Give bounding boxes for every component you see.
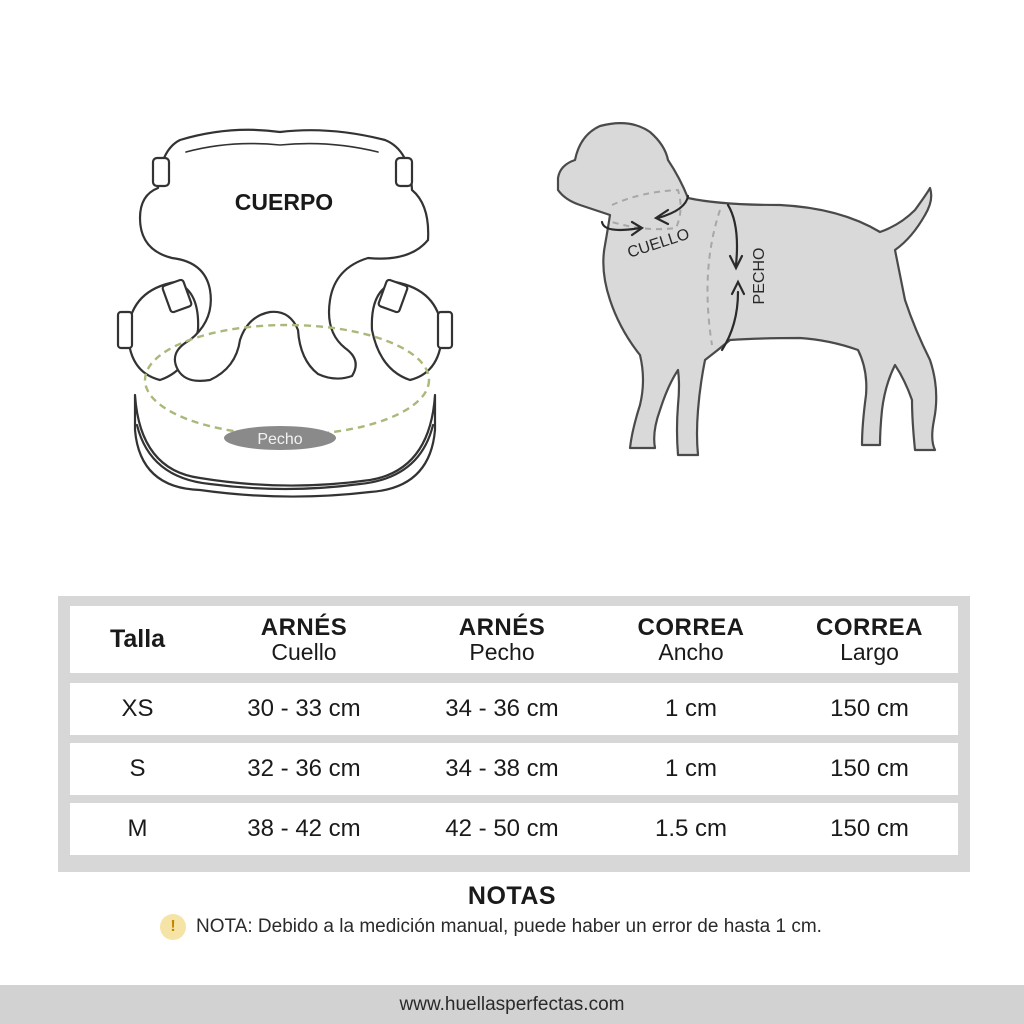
harness-left-buckle <box>118 312 132 348</box>
header-leash-width-sub: Ancho <box>658 639 724 666</box>
footer-bar <box>0 985 1024 1024</box>
cell-leash-length: 150 cm <box>830 815 909 843</box>
cell-size: S <box>129 755 146 783</box>
dog-body <box>558 123 936 455</box>
header-harness-neck-main: ARNÉS <box>260 613 348 641</box>
notes-line <box>160 914 822 940</box>
cell-leash-width: 1.5 cm <box>654 815 728 843</box>
header-harness-neck-sub: Cuello <box>271 639 337 666</box>
cell-harness-neck: 38 - 42 cm <box>247 815 361 843</box>
cell-harness-chest: 42 - 50 cm <box>445 815 559 843</box>
header-leash-length <box>781 615 958 664</box>
harness-chest-measure-line <box>145 325 429 435</box>
header-size-label: Talla <box>109 625 166 654</box>
size-table-header <box>70 606 958 673</box>
notes-text: NOTA: Debido a la medición manual, puede haber un error de hasta 1 cm. <box>196 916 822 937</box>
harness-left-top-tab <box>153 158 169 186</box>
header-harness-neck <box>205 615 403 664</box>
harness-chest-label: Pecho <box>257 431 303 448</box>
footer-url[interactable]: www.huellasperfectas.com <box>399 993 625 1015</box>
cell-harness-chest: 34 - 38 cm <box>445 755 559 783</box>
cell-size: XS <box>121 695 154 723</box>
header-leash-width <box>601 615 781 664</box>
dog-neck-label: CUELLO <box>625 225 692 262</box>
notes-title: NOTAS <box>467 882 557 910</box>
header-leash-length-main: CORREA <box>815 613 923 641</box>
harness-body-label: CUERPO <box>234 189 334 215</box>
cell-harness-neck: 32 - 36 cm <box>247 755 361 783</box>
cell-harness-chest: 34 - 36 cm <box>445 695 559 723</box>
header-harness-chest-sub: Pecho <box>469 639 535 666</box>
dog-chest-label: PECHO <box>751 247 768 305</box>
header-leash-length-sub: Largo <box>840 639 899 666</box>
warning-icon: ! <box>160 914 186 940</box>
harness-right-buckle <box>438 312 452 348</box>
header-harness-chest <box>403 615 601 664</box>
table-row <box>70 683 958 735</box>
header-harness-chest-main: ARNÉS <box>458 613 546 641</box>
cell-harness-neck: 30 - 33 cm <box>247 695 361 723</box>
table-row <box>70 803 958 855</box>
header-size <box>70 626 205 652</box>
header-leash-width-main: CORREA <box>637 613 745 641</box>
cell-leash-length: 150 cm <box>830 695 909 723</box>
table-row <box>70 743 958 795</box>
size-table <box>58 596 970 872</box>
cell-leash-length: 150 cm <box>830 755 909 783</box>
cell-leash-width: 1 cm <box>664 695 717 723</box>
harness-right-top-tab <box>396 158 412 186</box>
dog-silhouette <box>558 123 936 455</box>
cell-leash-width: 1 cm <box>664 755 717 783</box>
cell-size: M <box>127 815 148 843</box>
